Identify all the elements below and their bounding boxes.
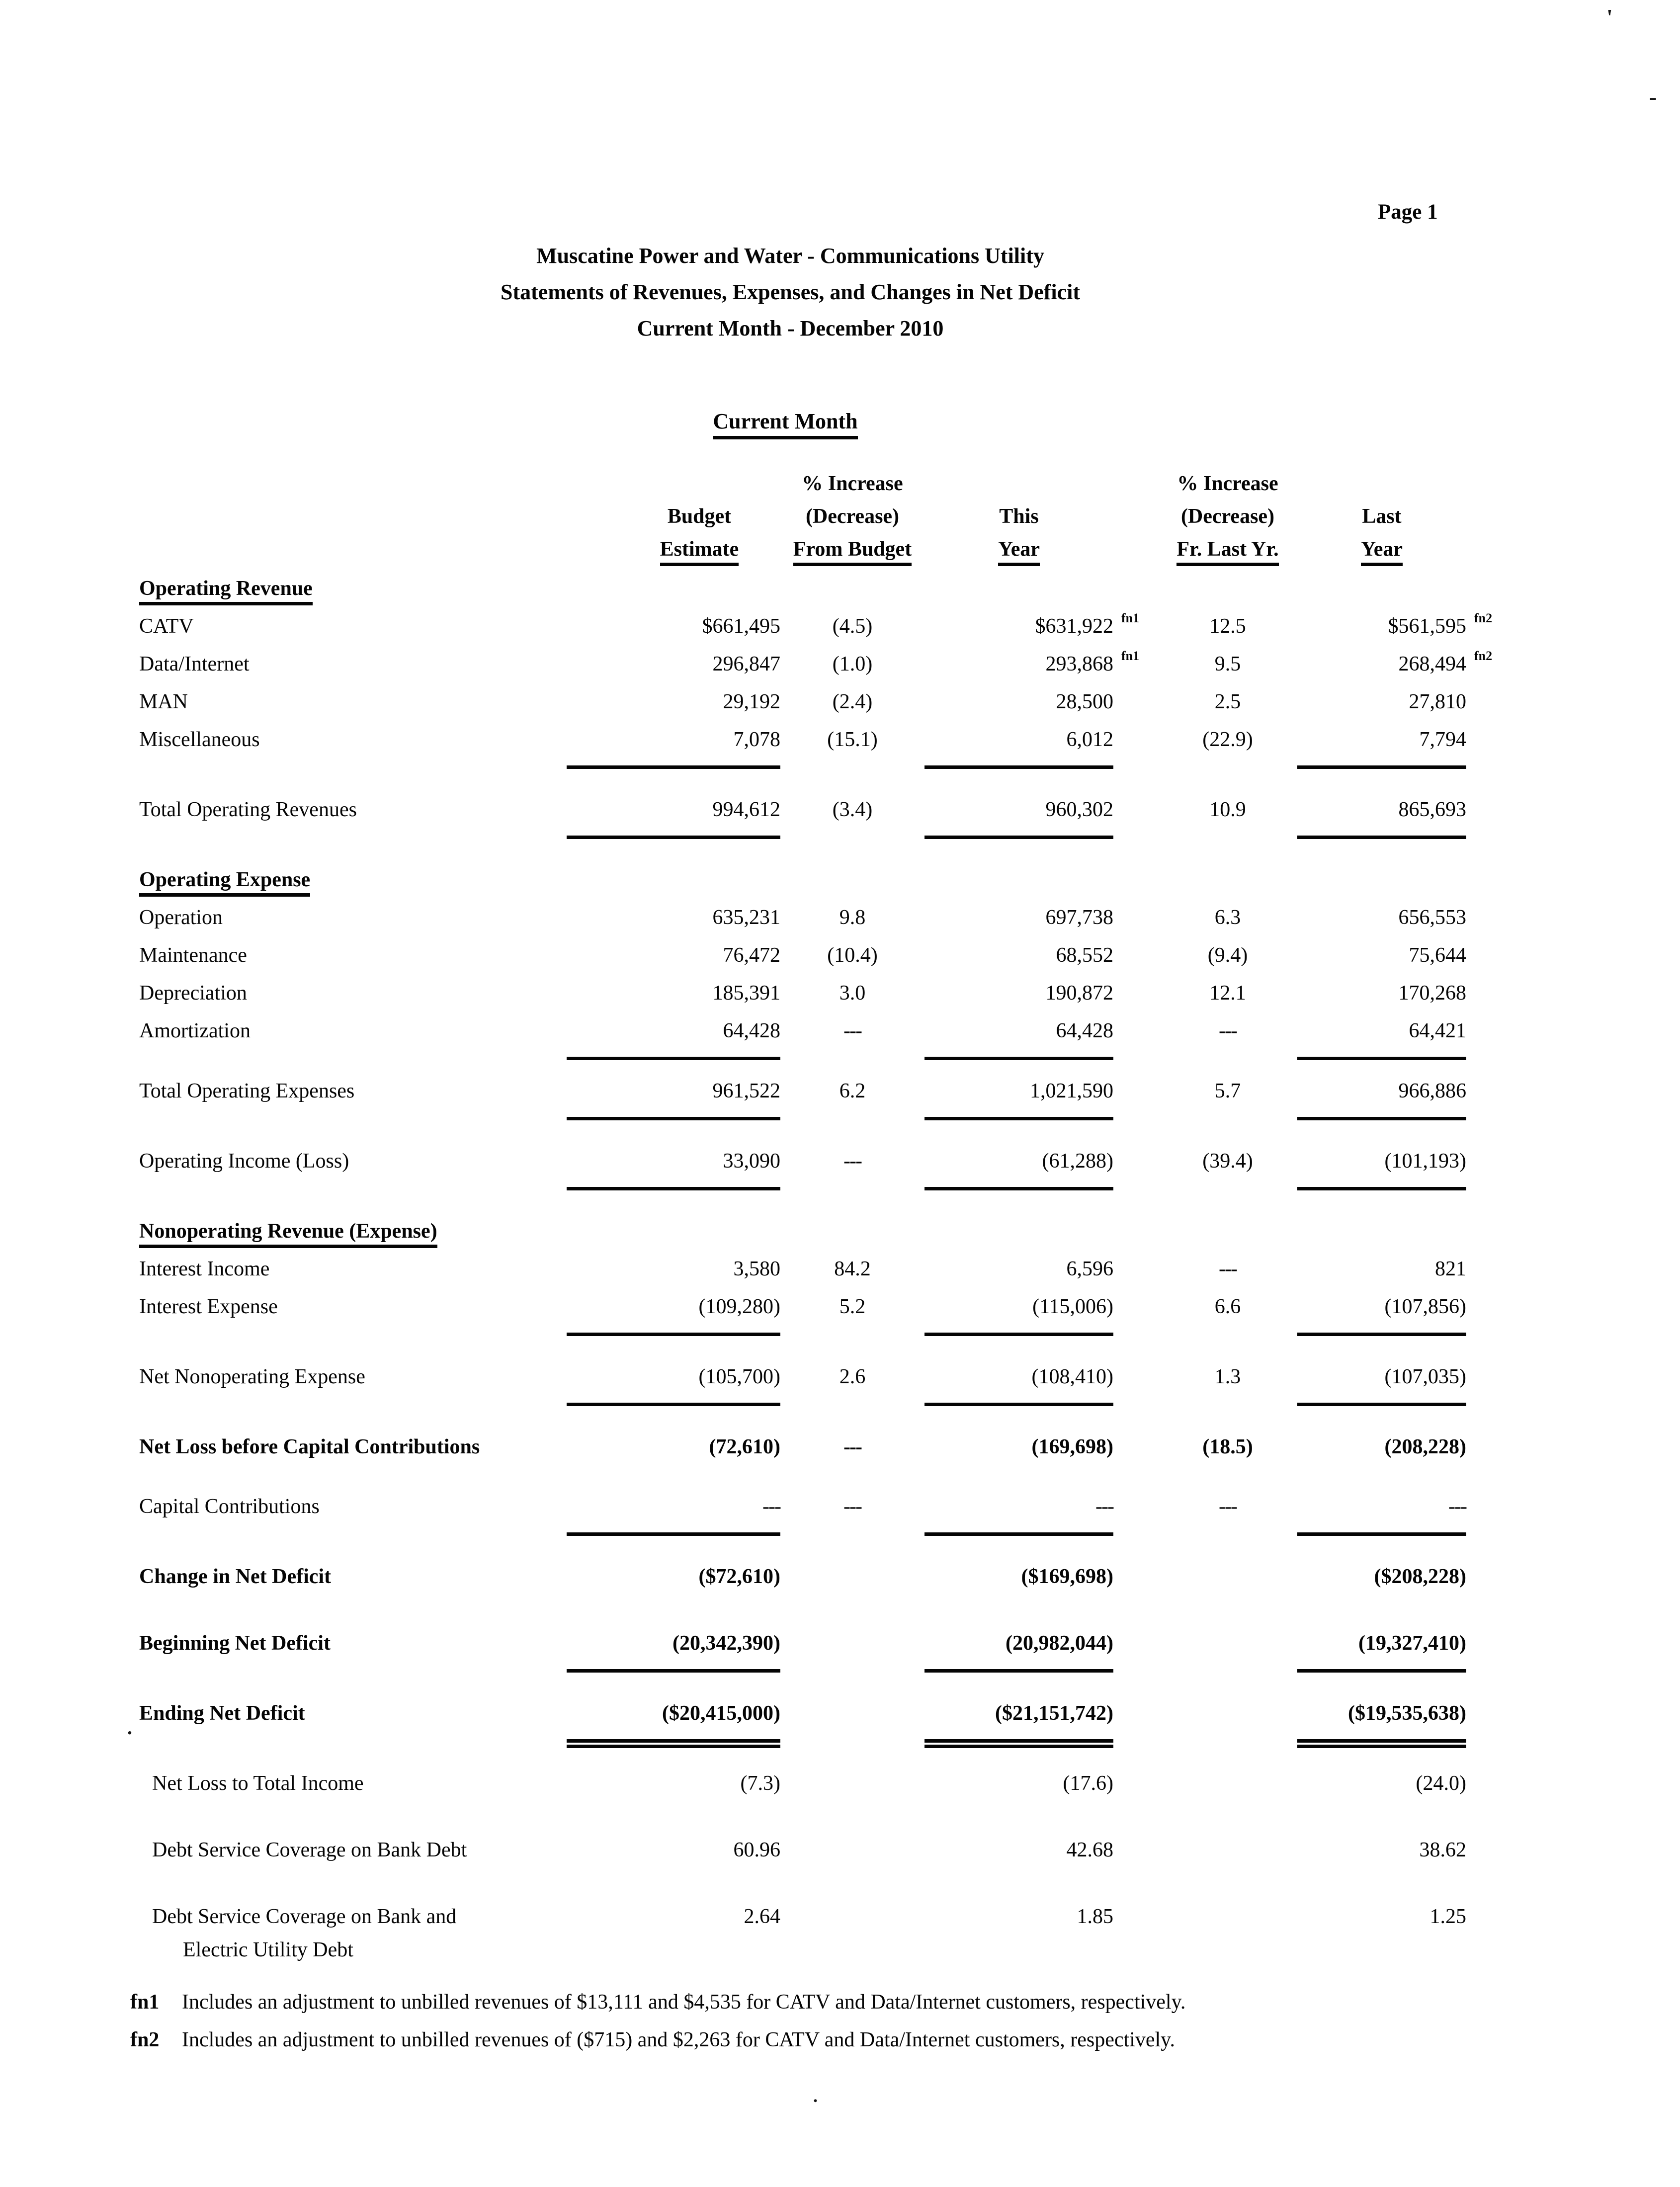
cell-pct-budget: 2.6 — [839, 1365, 866, 1388]
cell-pct-budget: --- — [843, 1495, 861, 1518]
table-row-net-loss — [0, 1428, 1680, 1466]
row-label: Net Nonoperating Expense — [139, 1365, 365, 1388]
footnote-marker: fn1 — [1121, 611, 1140, 625]
table-row — [0, 1012, 1680, 1060]
cell-last-year: (107,035) — [1297, 1358, 1466, 1406]
cell-budget: $661,495 — [702, 615, 780, 638]
cell-pct-budget: 5.2 — [839, 1295, 866, 1318]
row-label: Maintenance — [139, 944, 247, 967]
cell-this-year: 697,738 — [1045, 906, 1113, 929]
table-row-total — [0, 791, 1680, 839]
cell-last-year: 27,810 — [1409, 690, 1466, 713]
cell-pct-lastyr: (18.5) — [1202, 1435, 1253, 1458]
footnote-marker: fn2 — [1474, 611, 1493, 625]
cell-this-year: (17.6) — [1063, 1772, 1113, 1795]
table-header-row-1 — [0, 467, 1680, 500]
cell-this-year: 1.85 — [1077, 1905, 1113, 1928]
cell-last-year: 7,794 — [1297, 721, 1466, 769]
cell-budget: 64,428 — [567, 1012, 780, 1060]
row-label: MAN — [139, 690, 188, 713]
cell-last-year: 170,268 — [1398, 982, 1466, 1005]
col-header-pct-increase-lastyr: % Increase — [1177, 472, 1278, 495]
cell-budget: ($20,415,000) — [567, 1694, 780, 1743]
row-label: Change in Net Deficit — [139, 1565, 332, 1588]
cell-pct-budget: 9.8 — [839, 906, 866, 929]
title-line-statement: Statements of Revenues, Expenses, and Changes in Net Deficit — [501, 280, 1080, 304]
scan-artifact: - — [1649, 84, 1657, 109]
footnote-marker: fn1 — [1121, 649, 1140, 663]
cell-pct-lastyr: 6.3 — [1214, 906, 1241, 929]
col-header-last: Last — [1362, 505, 1402, 528]
cell-this-year: 6,596 — [1066, 1258, 1113, 1280]
table-row — [0, 607, 1680, 645]
cell-budget: 296,847 — [712, 653, 780, 675]
col-header-fr-last-yr: Fr. Last Yr. — [1176, 538, 1278, 566]
footnote-fn2 — [130, 2021, 1572, 2059]
cell-last-year: --- — [1297, 1488, 1466, 1536]
cell-pct-budget: 3.0 — [839, 982, 866, 1005]
table-row — [0, 645, 1680, 683]
row-label: Debt Service Coverage on Bank Debt — [152, 1839, 467, 1861]
cell-pct-lastyr: 5.7 — [1214, 1080, 1241, 1102]
cell-pct-budget: (3.4) — [832, 798, 873, 821]
cell-last-year: 656,553 — [1398, 906, 1466, 929]
cell-budget: 7,078 — [567, 721, 780, 769]
cell-budget: 961,522 — [567, 1072, 780, 1120]
cell-budget: (109,280) — [567, 1288, 780, 1336]
financial-table — [0, 467, 1680, 1966]
cell-pct-budget: --- — [843, 1019, 861, 1042]
cell-budget: 3,580 — [733, 1258, 780, 1280]
row-label: Data/Internet — [139, 653, 250, 675]
cell-pct-lastyr: 12.5 — [1209, 615, 1246, 638]
footnote-marker: fn2 — [1474, 649, 1493, 663]
row-label: Amortization — [139, 1019, 251, 1042]
cell-budget: (7.3) — [740, 1772, 780, 1795]
table-row — [0, 1288, 1680, 1336]
cell-pct-budget: (15.1) — [827, 728, 878, 751]
section-header-operating-expense: Operating Expense — [0, 861, 1680, 899]
row-label: Capital Contributions — [139, 1495, 320, 1518]
cell-this-year: (169,698) — [1031, 1435, 1113, 1458]
row-label: Total Operating Revenues — [139, 798, 357, 821]
cell-budget: ($72,610) — [698, 1565, 780, 1588]
table-row-total — [0, 1072, 1680, 1120]
page-number: Page 1 — [1378, 200, 1438, 224]
row-label: Ending Net Deficit — [139, 1702, 305, 1725]
cell-this-year: 6,012 — [924, 721, 1113, 769]
cell-last-year: 64,421 — [1297, 1012, 1466, 1060]
cell-budget: (20,342,390) — [567, 1624, 780, 1673]
row-label: Beginning Net Deficit — [139, 1632, 331, 1655]
row-label: Depreciation — [139, 982, 247, 1005]
cell-pct-lastyr: 2.5 — [1214, 690, 1241, 713]
cell-pct-budget: 6.2 — [839, 1080, 866, 1102]
footnotes — [130, 1983, 1572, 2059]
cell-budget: --- — [567, 1488, 780, 1536]
document-title — [0, 238, 1581, 346]
section-heading — [0, 409, 1571, 434]
section-header-nonoperating: Nonoperating Revenue (Expense) — [0, 1212, 1680, 1250]
cell-pct-lastyr: 10.9 — [1209, 798, 1246, 821]
table-row — [0, 974, 1680, 1012]
col-header-decrease-budget: (Decrease) — [805, 505, 900, 528]
cell-budget: (105,700) — [567, 1358, 780, 1406]
table-row-change-net-deficit — [0, 1558, 1680, 1596]
cell-last-year: 865,693 — [1297, 791, 1466, 839]
table-row — [0, 936, 1680, 974]
cell-pct-lastyr: --- — [1219, 1495, 1237, 1518]
cell-this-year: 28,500 — [1056, 690, 1113, 713]
title-line-period: Current Month - December 2010 — [637, 316, 944, 340]
cell-last-year: 75,644 — [1409, 944, 1466, 967]
cell-budget: 635,231 — [712, 906, 780, 929]
col-header-decrease-lastyr: (Decrease) — [1180, 505, 1275, 528]
row-label: Operation — [139, 906, 223, 929]
footnote-text: Includes an adjustment to unbilled revenues of ($715) and $2,263 for CATV and Data/Internet customers, respectively. — [182, 2028, 1175, 2051]
cell-this-year: 190,872 — [1045, 982, 1113, 1005]
cell-this-year: 960,302 — [924, 791, 1113, 839]
table-row-ratio — [0, 1831, 1680, 1869]
table-row-ratio — [0, 1898, 1680, 1966]
cell-budget: 76,472 — [723, 944, 780, 967]
cell-budget: (72,610) — [709, 1435, 780, 1458]
table-row — [0, 1250, 1680, 1288]
cell-pct-lastyr: --- — [1219, 1019, 1237, 1042]
cell-last-year: 821 — [1435, 1258, 1466, 1280]
cell-budget: 29,192 — [723, 690, 780, 713]
scan-artifact: . — [813, 2086, 818, 2106]
table-header-row-2 — [0, 500, 1680, 533]
cell-last-year: 38.62 — [1419, 1839, 1466, 1861]
row-label: Net Loss to Total Income — [152, 1772, 364, 1795]
cell-this-year: (115,006) — [924, 1288, 1113, 1336]
cell-budget: 60.96 — [733, 1839, 780, 1861]
cell-last-year: (19,327,410) — [1297, 1624, 1466, 1673]
footnote-tag: fn1 — [130, 1991, 160, 2014]
cell-pct-budget: --- — [843, 1150, 861, 1173]
row-label: Total Operating Expenses — [139, 1080, 355, 1102]
cell-last-year: $561,595 — [1388, 615, 1466, 638]
row-label: Debt Service Coverage on Bank and — [152, 1905, 457, 1928]
cell-budget: 185,391 — [712, 982, 780, 1005]
table-row — [0, 1488, 1680, 1536]
row-label: Interest Expense — [139, 1295, 278, 1318]
cell-this-year: 293,868 — [1045, 653, 1113, 675]
col-header-estimate: Estimate — [660, 538, 739, 566]
col-header-from-budget: From Budget — [793, 538, 912, 566]
cell-last-year: (107,856) — [1297, 1288, 1466, 1336]
cell-pct-lastyr: 9.5 — [1214, 653, 1241, 675]
row-label: Interest Income — [139, 1258, 270, 1280]
row-label: Operating Income (Loss) — [139, 1150, 349, 1173]
cell-pct-budget: (10.4) — [827, 944, 878, 967]
cell-this-year: (20,982,044) — [924, 1624, 1113, 1673]
table-row-beginning-net-deficit — [0, 1624, 1680, 1673]
cell-last-year: (101,193) — [1297, 1142, 1466, 1190]
row-label: Net Loss before Capital Contributions — [139, 1435, 480, 1458]
cell-this-year: 42.68 — [1066, 1839, 1113, 1861]
title-line-company: Muscatine Power and Water - Communications Utility — [536, 244, 1044, 268]
table-row — [0, 721, 1680, 769]
col-header-last-year: Year — [1361, 538, 1403, 566]
cell-this-year: --- — [924, 1488, 1113, 1536]
cell-pct-budget: 84.2 — [834, 1258, 871, 1280]
cell-budget: 33,090 — [567, 1142, 780, 1190]
cell-pct-budget: (4.5) — [832, 615, 873, 638]
cell-last-year: ($208,228) — [1374, 1565, 1466, 1588]
col-header-pct-increase-budget: % Increase — [802, 472, 903, 495]
cell-pct-lastyr: 1.3 — [1214, 1365, 1241, 1388]
cell-budget: 2.64 — [744, 1905, 780, 1928]
cell-last-year: 966,886 — [1297, 1072, 1466, 1120]
footnote-text: Includes an adjustment to unbilled revenues of $13,111 and $4,535 for CATV and Data/Internet customers, respectively. — [182, 1991, 1186, 2014]
table-row-ratio — [0, 1765, 1680, 1802]
col-header-this-year: Year — [998, 538, 1040, 566]
cell-this-year: 64,428 — [924, 1012, 1113, 1060]
row-label: Miscellaneous — [139, 728, 260, 751]
cell-pct-budget: --- — [843, 1435, 861, 1458]
col-header-this: This — [999, 505, 1039, 528]
cell-pct-lastyr: 6.6 — [1214, 1295, 1241, 1318]
cell-last-year: 1.25 — [1429, 1905, 1466, 1928]
table-header-row-3 — [0, 533, 1680, 566]
section-heading-text: Current Month — [713, 409, 857, 439]
row-label: CATV — [139, 615, 194, 638]
table-row-total — [0, 1358, 1680, 1406]
table-row-ending-net-deficit — [0, 1694, 1680, 1743]
cell-last-year: 268,494 — [1398, 653, 1466, 675]
cell-pct-lastyr: --- — [1219, 1258, 1237, 1280]
footnote-fn1 — [130, 1983, 1572, 2021]
cell-this-year: (108,410) — [924, 1358, 1113, 1406]
col-header-budget: Budget — [667, 505, 732, 528]
cell-last-year: (208,228) — [1384, 1435, 1466, 1458]
cell-this-year: 1,021,590 — [924, 1072, 1113, 1120]
cell-this-year: 68,552 — [1056, 944, 1113, 967]
cell-pct-budget: (2.4) — [832, 690, 873, 713]
cell-pct-lastyr: (9.4) — [1207, 944, 1248, 967]
cell-pct-lastyr: (39.4) — [1202, 1150, 1253, 1173]
cell-budget: 994,612 — [567, 791, 780, 839]
cell-pct-budget: (1.0) — [832, 653, 873, 675]
cell-this-year: ($21,151,742) — [924, 1694, 1113, 1743]
cell-this-year: (61,288) — [924, 1142, 1113, 1190]
scan-artifact: . — [127, 1716, 132, 1739]
cell-this-year: ($169,698) — [1021, 1565, 1113, 1588]
table-row — [0, 899, 1680, 936]
cell-this-year: $631,922 — [1035, 615, 1113, 638]
section-header-operating-revenue: Operating Revenue — [0, 570, 1680, 607]
row-label-line-2: Electric Utility Debt — [183, 1938, 353, 1961]
cell-last-year: (24.0) — [1416, 1772, 1466, 1795]
table-row-total — [0, 1142, 1680, 1190]
cell-pct-lastyr: (22.9) — [1202, 728, 1253, 751]
scan-artifact: ' — [1606, 4, 1613, 30]
footnote-tag: fn2 — [130, 2028, 160, 2051]
cell-last-year: ($19,535,638) — [1297, 1694, 1466, 1743]
table-row — [0, 683, 1680, 721]
cell-pct-lastyr: 12.1 — [1209, 982, 1246, 1005]
